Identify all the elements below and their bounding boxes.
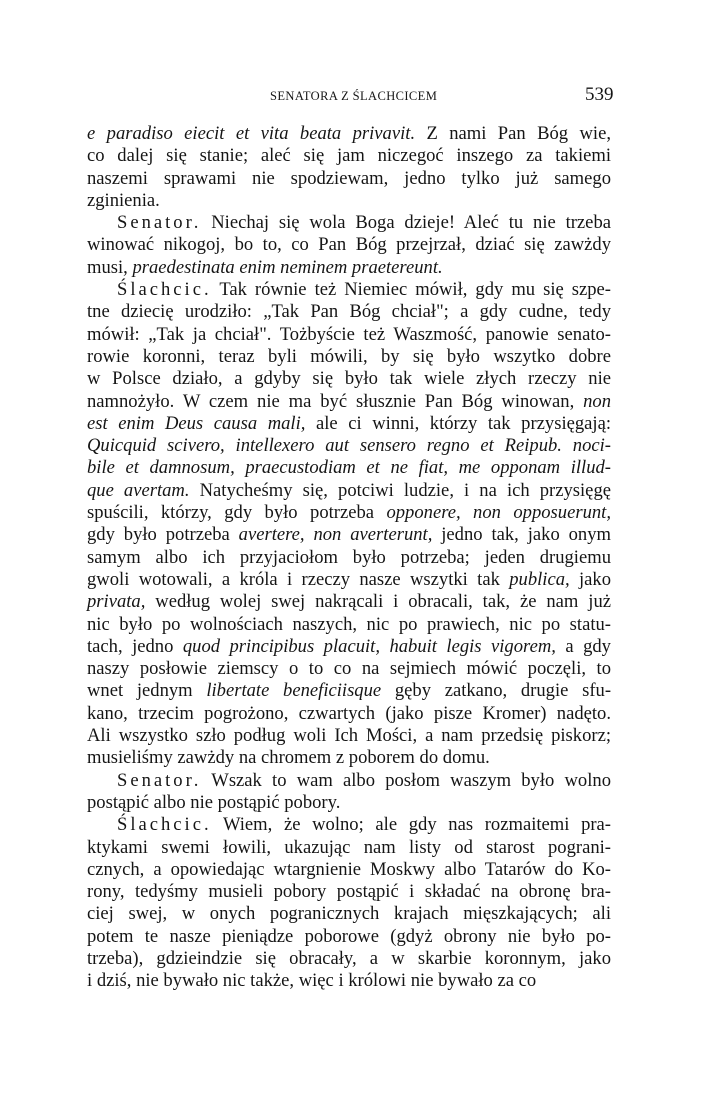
text-line <box>87 502 611 524</box>
text-segment: postąpić albo nie postąpić pobory. <box>87 791 341 813</box>
text-segment: namnożyło. W czem nie ma być słusznie Pan Bóg winowan, <box>87 390 584 412</box>
text-segment: mówił: „Tak ja chciał". Tożbyście też Waszmość, panowie senato- <box>87 323 611 345</box>
latin-phrase: est enim Deus causa mali, <box>87 412 306 434</box>
text-segment: Natycheśmy się, potciwi ludzie, i na ich przysięgę <box>189 479 611 501</box>
text-segment: naszemi sprawami nie spodziewam, jedno tylko już samego <box>87 167 611 189</box>
text-line <box>87 480 611 502</box>
latin-phrase: praedestinata enim neminem praetereunt. <box>132 256 443 278</box>
text-segment: jedno tak, jako onym <box>432 524 611 546</box>
text-segment: Wiem, że wolno; ale gdy nas rozmaitemi pra- <box>211 814 611 836</box>
text-segment: ciej swej, w onych pogranicznych krajach mięszkających; ali <box>87 903 611 925</box>
text-segment: musi, <box>87 256 133 278</box>
text-line <box>87 547 611 569</box>
text-segment: rowie koronni, teraz byli mówili, by się było wszytko dobre <box>87 345 611 367</box>
text-line <box>87 948 611 970</box>
latin-phrase: avertere, non averterunt, <box>238 524 433 546</box>
text-line <box>87 435 611 457</box>
text-segment: tach, jedno <box>87 635 183 657</box>
text-segment: spuścili, którzy, gdy było potrzeba <box>87 502 387 524</box>
text-segment: jako <box>569 568 611 590</box>
text-segment: według wolej swej nakrącali i obracali, tak, że nam już <box>145 591 611 613</box>
text-line <box>87 814 611 836</box>
text-line <box>87 301 611 323</box>
text-line <box>87 747 611 769</box>
text-line <box>87 324 611 346</box>
text-line <box>87 680 611 702</box>
text-line <box>87 591 611 613</box>
text-segment: nic było po wolnościach naszych, nic po prawiech, nic po statu- <box>87 613 611 635</box>
text-line <box>87 903 611 925</box>
text-segment: cznych, a opowiedając wtargnienie Moskwy albo Tatarów do Ko- <box>87 858 611 880</box>
text-line <box>87 234 611 256</box>
text-segment: ktykami swemi łowili, ukazując nam listy od starost pograni- <box>87 836 611 858</box>
text-line <box>87 636 611 658</box>
body-text <box>87 123 611 993</box>
text-line <box>87 792 611 814</box>
text-segment: Z nami Pan Bóg wie, <box>415 123 611 144</box>
speaker-name: Ślachcic. <box>117 814 212 836</box>
latin-phrase: opponere, non opposuerunt, <box>386 502 611 524</box>
page-number: 539 <box>585 84 614 105</box>
text-line <box>87 859 611 881</box>
text-line <box>87 413 611 435</box>
text-line <box>87 346 611 368</box>
latin-phrase: libertate beneficiisque <box>206 680 382 702</box>
text-segment: kano, trzecim pogrożono, czwartych (jako pisze Kromer) nadęto. <box>87 702 611 724</box>
text-line <box>87 881 611 903</box>
text-line <box>87 703 611 725</box>
text-line <box>87 569 611 591</box>
text-line <box>87 658 611 680</box>
text-segment: potem te nasze pieniądze poborowe (gdyż obrony nie było po- <box>87 925 611 947</box>
text-segment: rony, tedyśmy musieli pobory postąpić i składać na obronę bra- <box>87 881 611 903</box>
text-segment: gęby zatkano, drugie sfu- <box>381 680 612 702</box>
speaker-name: Senator. <box>117 769 202 791</box>
text-segment: a gdy <box>555 635 611 657</box>
text-segment: musieliśmy zawżdy na chromem z poborem do domu. <box>87 747 490 769</box>
text-segment: zginienia. <box>87 189 160 211</box>
text-line <box>87 279 611 301</box>
text-segment: w Polsce działo, a gdyby się było tak wiele złych rzeczy nie <box>87 368 611 390</box>
text-segment: co dalej się stanie; aleć się jam niczegoć inszego za takiemi <box>87 145 611 167</box>
latin-phrase: publica, <box>509 568 570 590</box>
text-segment: wnet jednym <box>87 680 207 702</box>
text-line <box>87 970 611 992</box>
text-segment: naszy posłowie ziemscy o to co na sejmiech mówić poczęli, to <box>87 658 611 680</box>
text-segment: i dziś, nie bywało nic także, więc i królowi nie bywało za co <box>87 970 537 992</box>
text-line <box>87 212 611 234</box>
text-segment: Niechaj się wola Boga dzieje! Aleć tu nie trzeba <box>201 212 611 234</box>
text-line <box>87 614 611 636</box>
latin-phrase: Quicquid scivero, intellexero aut sensero regno et Reipub. noci- <box>87 435 611 457</box>
text-segment: winować nikogoj, bo to, co Pan Bóg przejrzał, dziać się zawżdy <box>87 234 611 256</box>
latin-phrase: privata, <box>87 591 146 613</box>
latin-phrase: non <box>583 390 611 412</box>
text-line <box>87 123 611 145</box>
text-segment: ale ci winni, którzy tak przysięgają: <box>305 412 611 434</box>
text-segment: gdy było potrzeba <box>87 524 239 546</box>
latin-phrase: quod principibus placuit, habuit legis vigorem, <box>182 635 556 657</box>
text-segment: Tak równie też Niemiec mówił, gdy mu się szpe- <box>211 279 611 301</box>
latin-phrase: e paradiso eiecit et vita beata privavit. <box>87 123 416 144</box>
speaker-name: Senator. <box>117 212 202 234</box>
text-line <box>87 257 611 279</box>
text-line <box>87 524 611 546</box>
text-line <box>87 145 611 167</box>
text-segment: gwoli wotowali, a króla i rzeczy nasze wszytki tak <box>87 568 510 590</box>
text-line <box>87 725 611 747</box>
latin-phrase: que avertam. <box>87 479 190 501</box>
text-segment: samym albo ich przyjaciołom było potrzeba; jeden drugiemu <box>87 546 611 568</box>
text-segment: tne dziecię urodziło: „Tak Pan Bóg chciał"; a gdy cudne, tedy <box>87 301 611 323</box>
text-line <box>87 190 611 212</box>
text-segment: Ali wszystko szło podług woli Ich Mości, a nam przedsię piskorz; <box>87 725 611 747</box>
text-line <box>87 168 611 190</box>
speaker-name: Ślachcic. <box>117 279 212 301</box>
text-line <box>87 926 611 948</box>
text-line <box>87 368 611 390</box>
text-line <box>87 770 611 792</box>
text-segment: Wszak to wam albo posłom waszym było wolno <box>201 769 611 791</box>
running-title: SENATORA Z ŚLACHCICEM <box>270 89 438 103</box>
latin-phrase: bile et damnosum, praecustodiam et ne fiat, me opponam illud- <box>87 457 611 479</box>
text-line <box>87 837 611 859</box>
text-segment: trzeba), gdzieindzie się obracały, a w skarbie koronnym, jako <box>87 947 611 969</box>
text-line <box>87 457 611 479</box>
text-line <box>87 391 611 413</box>
